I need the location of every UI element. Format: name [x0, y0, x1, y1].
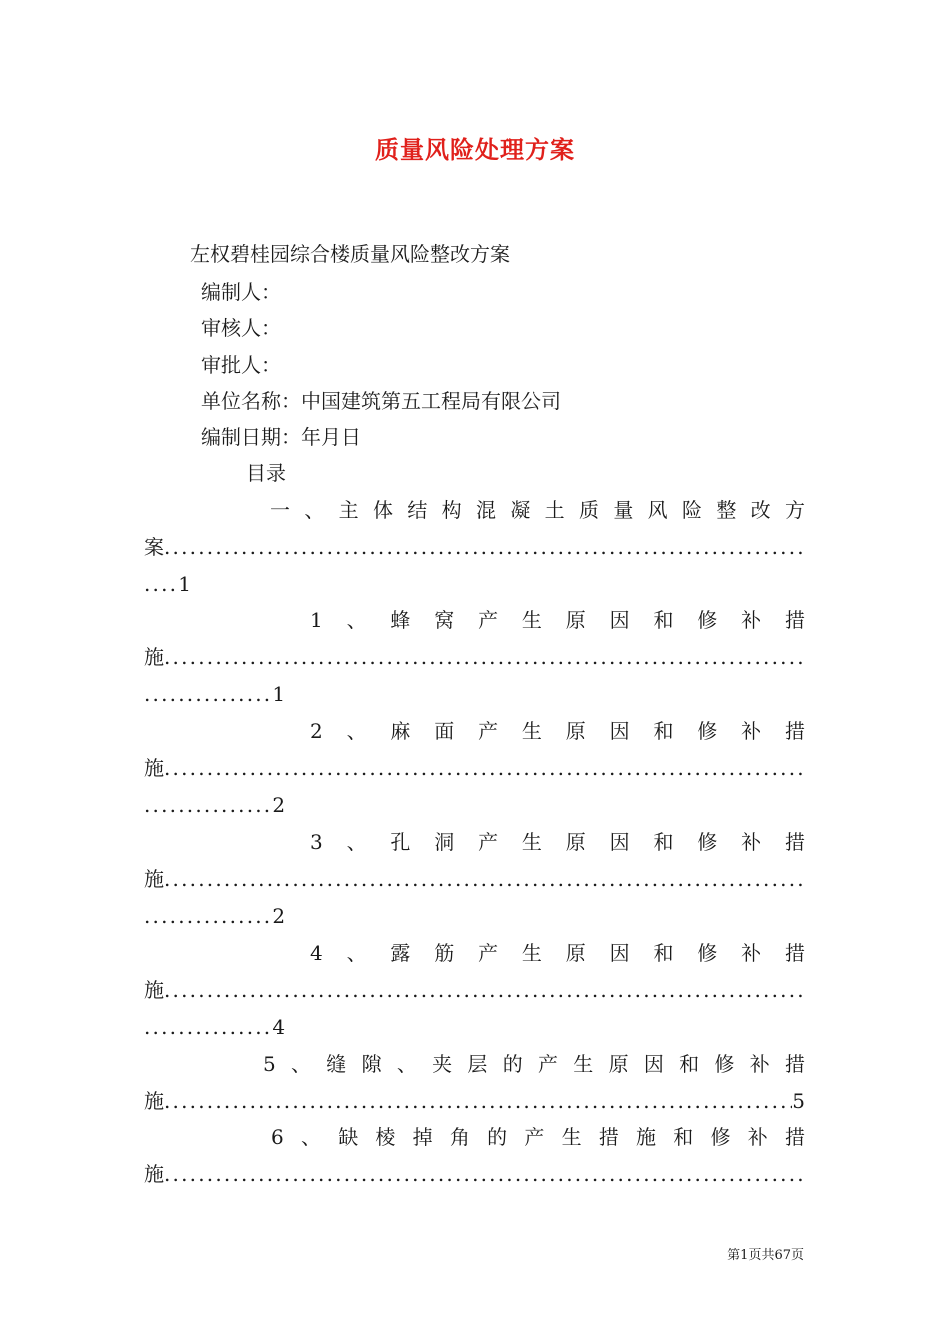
- toc-item-last-char: 施: [144, 645, 164, 669]
- dot-leader: [164, 976, 805, 1004]
- dot-leader: [164, 533, 805, 561]
- field-approver: 审批人：: [201, 353, 281, 377]
- toc-page-line: ...............4: [144, 1015, 288, 1039]
- toc-page-number: 1: [178, 572, 194, 596]
- field-date: 编制日期：年月日: [201, 425, 361, 449]
- toc-page-number: 2: [272, 793, 288, 817]
- toc-item-last-char: 案: [144, 535, 164, 559]
- toc-item-text[interactable]: 2、麻面产生原因和修补措: [310, 719, 805, 743]
- toc-item-text[interactable]: 3、孔洞产生原因和修补措: [310, 830, 805, 854]
- toc-page-line: ....1: [144, 572, 194, 596]
- toc-item-last-char: 施: [144, 756, 164, 780]
- toc-item-last-char: 施: [144, 978, 164, 1002]
- toc-page-number: 5: [792, 1089, 805, 1113]
- dot-leader: [164, 1160, 805, 1188]
- toc-page-line: ...............2: [144, 793, 288, 817]
- dot-leader: [164, 643, 805, 671]
- toc-leader-line: [144, 754, 805, 782]
- toc-item-last-char: 施: [144, 1162, 164, 1186]
- dot-leader: [164, 1087, 792, 1115]
- toc-leader-line: [144, 643, 805, 671]
- field-author: 编制人：: [201, 280, 281, 304]
- dot-leader: [164, 754, 805, 782]
- toc-leader-line: [144, 533, 805, 561]
- toc-leader-line: [144, 1160, 805, 1188]
- toc-item-text[interactable]: 一、主体结构混凝土质量风险整改方: [270, 498, 805, 522]
- toc-page-line: ...............1: [144, 682, 288, 706]
- page-title: 质量风险处理方案: [375, 135, 575, 164]
- toc-item-text[interactable]: 5、缝隙、夹层的产生原因和修补措: [263, 1052, 805, 1076]
- field-organization: 单位名称：中国建筑第五工程局有限公司: [201, 389, 561, 413]
- toc-leader-line: [144, 1087, 805, 1115]
- toc-leader-line: [144, 865, 805, 893]
- document-subtitle: 左权碧桂园综合楼质量风险整改方案: [190, 242, 510, 266]
- toc-page-number: 2: [272, 904, 288, 928]
- dot-leader: [164, 865, 805, 893]
- toc-item-last-char: 施: [144, 1089, 164, 1113]
- toc-page-number: 1: [272, 682, 288, 706]
- page-number-footer: 第1页共67页: [727, 1248, 804, 1263]
- toc-item-text[interactable]: 1、蜂窝产生原因和修补措: [310, 608, 805, 632]
- toc-item-last-char: 施: [144, 867, 164, 891]
- toc-leader-line: [144, 976, 805, 1004]
- toc-item-text[interactable]: 6、缺棱掉角的产生措施和修补措: [271, 1125, 805, 1149]
- toc-heading: 目录: [246, 461, 286, 485]
- toc-page-number: 4: [272, 1015, 288, 1039]
- toc-page-line: ...............2: [144, 904, 288, 928]
- toc-item-text[interactable]: 4、露筋产生原因和修补措: [310, 941, 805, 965]
- field-reviewer: 审核人：: [201, 316, 281, 340]
